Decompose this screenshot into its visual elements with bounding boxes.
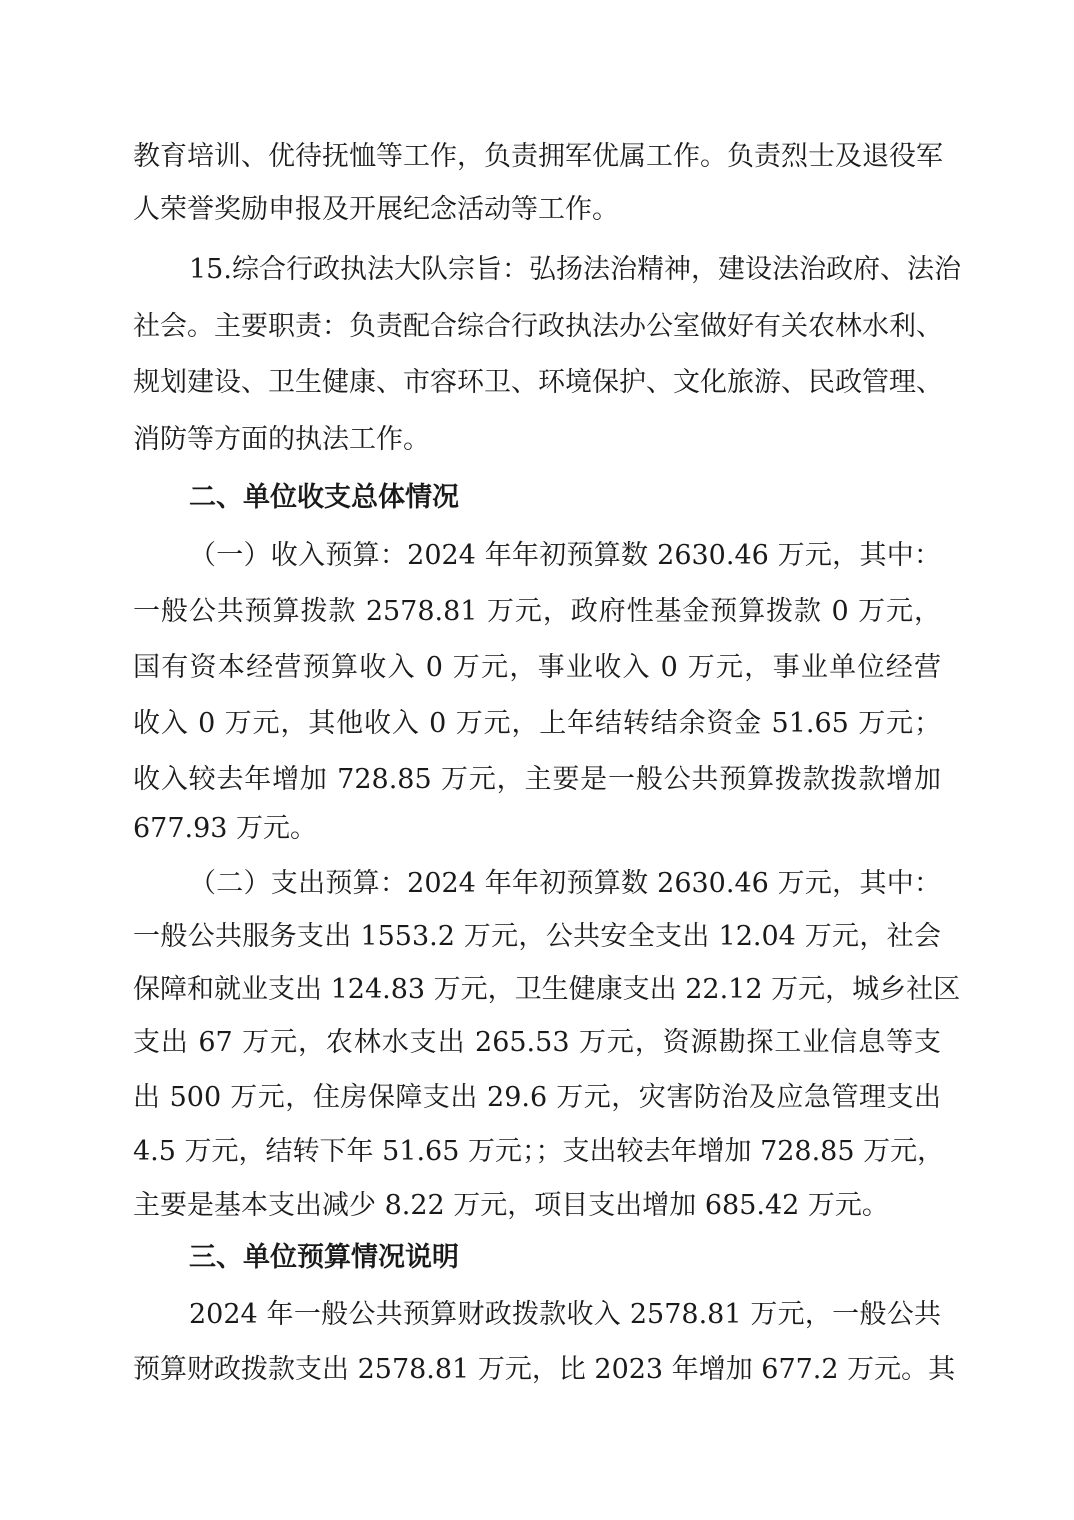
body-text-line: 规划建设、卫生健康、市容环卫、环境保护、文化旅游、民政管理、 [133,367,943,398]
body-text-line: （一）收入预算：2024 年年初预算数 2630.46 万元，其中： [189,540,941,571]
body-text-line: （二）支出预算：2024 年年初预算数 2630.46 万元，其中： [189,868,941,899]
body-text-line: 2024 年一般公共预算财政拨款收入 2578.81 万元，一般公共 [189,1299,941,1330]
body-text-line: 社会。主要职责：负责配合综合行政执法办公室做好有关农林水利、 [133,311,943,342]
body-text-line: 收入较去年增加 728.85 万元，主要是一般公共预算拨款拨款增加 [133,764,941,795]
body-text-line: 预算财政拨款支出 2578.81 万元，比 2023 年增加 677.2 万元。其 [133,1354,956,1385]
body-text-line: 677.93 万元。 [133,813,318,844]
body-text-line: 保障和就业支出 124.83 万元，卫生健康支出 22.12 万元，城乡社区 [133,974,961,1005]
section-heading: 三、单位预算情况说明 [189,1242,459,1273]
body-text-line: 消防等方面的执法工作。 [133,424,430,455]
body-text-line: 收入 0 万元，其他收入 0 万元，上年结转结余资金 51.65 万元； [133,708,941,739]
body-text-line: 主要是基本支出减少 8.22 万元，项目支出增加 685.42 万元。 [133,1190,889,1221]
body-text-line: 国有资本经营预算收入 0 万元，事业收入 0 万元，事业单位经营 [133,652,941,683]
body-text-line: 出 500 万元，住房保障支出 29.6 万元，灾害防治及应急管理支出 [133,1082,941,1113]
body-text-line: 15.综合行政执法大队宗旨：弘扬法治精神，建设法治政府、法治 [189,254,961,285]
body-text-line: 一般公共服务支出 1553.2 万元，公共安全支出 12.04 万元，社会 [133,921,941,952]
body-text-line: 支出 67 万元，农林水支出 265.53 万元，资源勘探工业信息等支 [133,1027,941,1058]
body-text-line: 教育培训、优待抚恤等工作，负责拥军优属工作。负责烈士及退役军 [133,141,943,172]
body-text-line: 一般公共预算拨款 2578.81 万元，政府性基金预算拨款 0 万元， [133,596,941,627]
section-heading: 二、单位收支总体情况 [189,482,459,513]
body-text-line: 4.5 万元，结转下年 51.65 万元；；支出较去年增加 728.85 万元， [133,1136,945,1167]
body-text-line: 人荣誉奖励申报及开展纪念活动等工作。 [133,194,619,225]
